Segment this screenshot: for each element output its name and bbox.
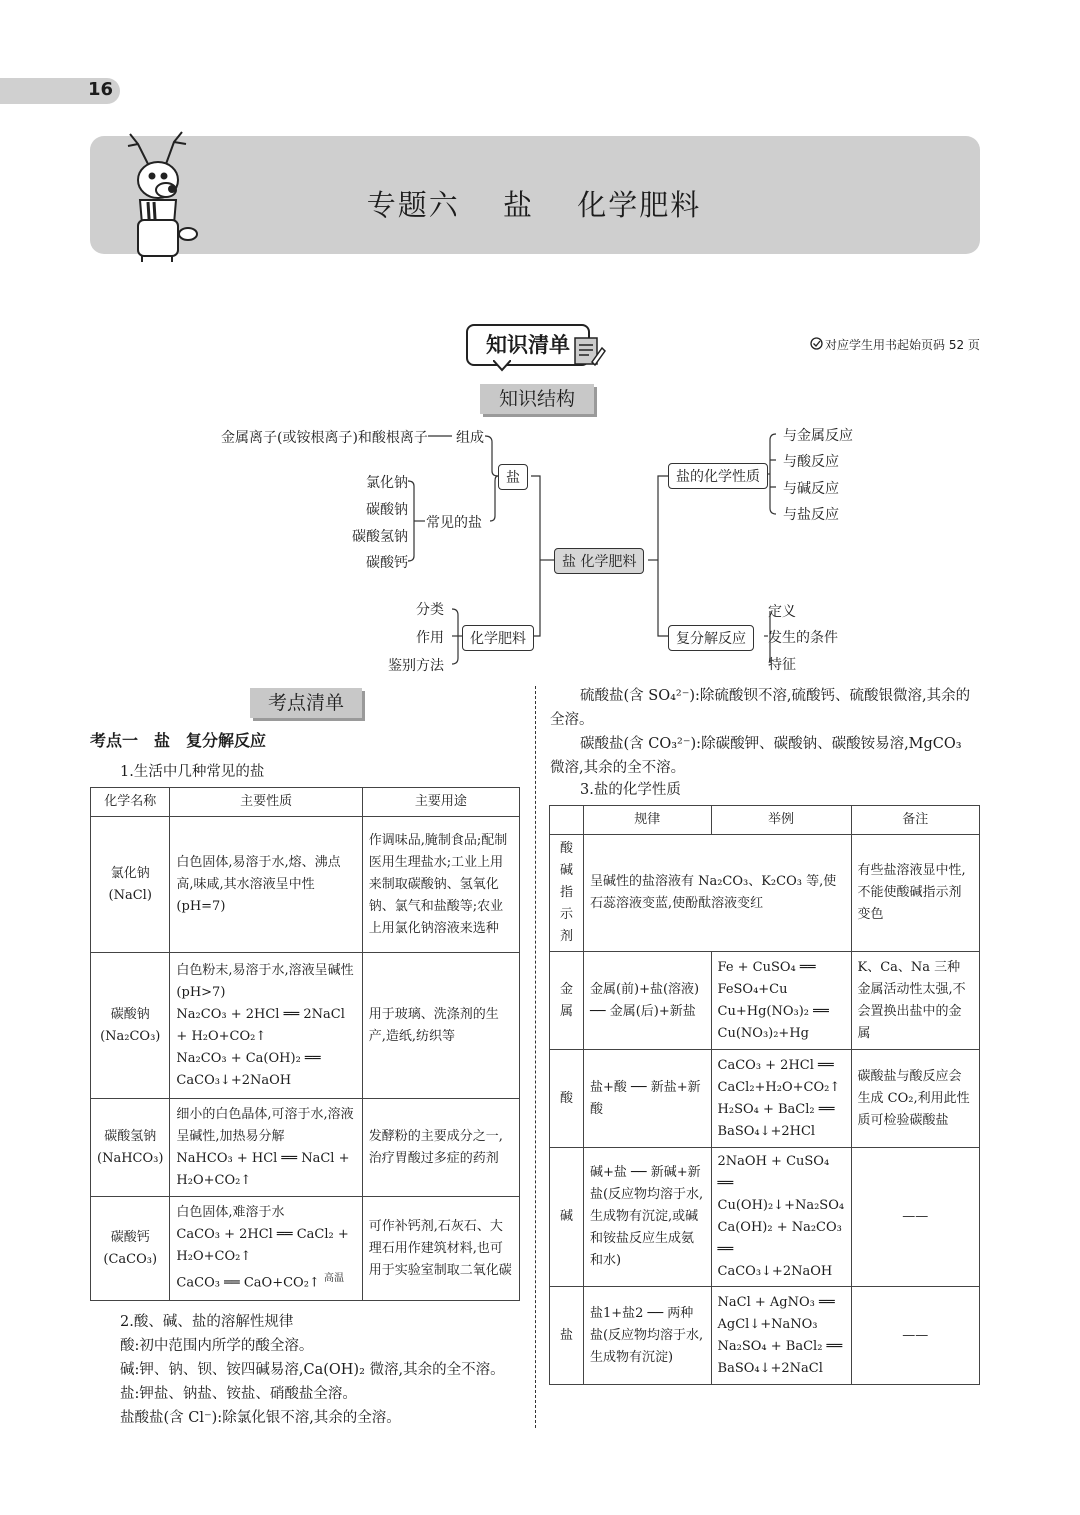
t1-header-name: 化学名称 — [91, 788, 170, 817]
t1-r4-eq2-condition: 高温 — [323, 1273, 344, 1285]
t1-r4-eq1: CaCO₃ + 2HCl ══ CaCl₂ + H₂O+CO₂↑ — [176, 1227, 349, 1265]
common-salts-table — [90, 787, 520, 1301]
carbonate-rule: 碳酸盐(含 CO₃²⁻):除碳酸钾、碳酸钠、碳酸铵易溶,MgCO₃ 微溶,其余的全不溶。 — [550, 736, 962, 776]
mindmap-dd-2: 发生的条件 — [768, 630, 838, 646]
t2-r2-ex1: Fe + CuSO₄ ══ FeSO₄+Cu — [717, 959, 816, 997]
t1-r4-eq2-line — [176, 1268, 355, 1294]
t2-r2-rule: 金属(前)+盐(溶液) ── 金属(后)+新盐 — [583, 952, 711, 1050]
t2-r1-type: 酸碱指示剂 — [550, 835, 584, 952]
t2-r5-examples — [711, 1287, 851, 1385]
chapter-topic-2: 化学肥料 — [577, 188, 702, 222]
mindmap-common-salt-2: 碳酸钠 — [366, 502, 408, 518]
column-divider — [535, 686, 536, 1428]
t1-header-uses: 主要用途 — [362, 788, 519, 817]
t1-r2-name: 碳酸钠(Na₂CO₃) — [91, 953, 170, 1099]
t2-r4-ex2: Ca(OH)₂ + Na₂CO₃ ══ CaCO₃↓+2NaOH — [717, 1220, 842, 1279]
table-row — [91, 953, 520, 1099]
t2-r2-examples — [711, 952, 851, 1050]
mindmap-node-fertilizer: 化学肥料 — [462, 625, 534, 651]
mindmap-composition-source: 金属离子(或铵根离子)和酸根离子 — [221, 430, 428, 446]
table-row — [91, 1197, 520, 1301]
mindmap-node-salt: 盐 — [498, 464, 528, 490]
solubility-chloride: 盐酸盐(含 Cl⁻):除氯化银不溶,其余的全溶。 — [120, 1410, 401, 1426]
t1-r3-name: 碳酸氢钠(NaHCO₃) — [91, 1099, 170, 1197]
t2-r3-note: 碳酸盐与酸反应会生成 CO₂,利用此性质可检验碳酸盐 — [851, 1050, 980, 1148]
salt-chem-props-table — [549, 805, 980, 1385]
knowledge-list-badge: 知识清单 — [466, 324, 590, 366]
t1-r4-eq2: CaCO₃ ══ CaO+CO₂↑ — [176, 1275, 320, 1291]
t2-r2-ex2: Cu+Hg(NO₃)₂ ══ Cu(NO₃)₂+Hg — [717, 1003, 829, 1041]
t1-r1-name: 氯化钠(NaCl) — [91, 817, 170, 953]
t1-r3-props-cell — [170, 1099, 362, 1197]
t1-r2-uses: 用于玻璃、洗涤剂的生产,造纸,纺织等 — [362, 953, 519, 1099]
table-row — [550, 835, 980, 952]
t1-r2-props: 白色粉末,易溶于水,溶液呈碱性(pH>7) — [176, 962, 354, 1000]
t2-header-blank — [550, 806, 584, 835]
mindmap-dd-1: 定义 — [768, 604, 796, 620]
t1-r3-uses: 发酵粉的主要成分之一,治疗胃酸过多症的药剂 — [362, 1099, 519, 1197]
mindmap-node-double-decomp: 复分解反应 — [668, 625, 754, 651]
mindmap-common-salt-1: 氯化钠 — [366, 475, 408, 491]
t1-r3-props: 细小的白色晶体,可溶于水,溶液呈碱性,加热易分解 — [176, 1106, 354, 1144]
mindmap-fert-3: 鉴别方法 — [388, 658, 444, 674]
t2-header-note: 备注 — [851, 806, 980, 835]
t2-header-rule: 规律 — [583, 806, 711, 835]
mindmap-common-salts: 常见的盐 — [426, 515, 482, 531]
t2-r5-ex2: Na₂SO₄ + BaCl₂ ══ BaSO₄↓+2NaCl — [717, 1338, 843, 1376]
table-row — [550, 1287, 980, 1385]
t2-r3-ex2: H₂SO₄ + BaCl₂ ══ BaSO₄↓+2HCl — [717, 1101, 835, 1139]
mindmap-center-node: 盐 化学肥料 — [554, 548, 644, 574]
table-row — [550, 952, 980, 1050]
chapter-topic-1: 盐 — [502, 188, 534, 222]
t2-r5-ex1: NaCl + AgNO₃ ══ AgCl↓+NaNO₃ — [717, 1294, 835, 1332]
point1-title: 考点一 盐 复分解反应 — [90, 731, 267, 750]
t2-r3-type: 酸 — [550, 1050, 584, 1148]
mindmap-prop-1: 与金属反应 — [783, 428, 853, 444]
mindmap-composition: 组成 — [456, 430, 484, 446]
t1-r4-props: 白色固体,难溶于水 — [176, 1205, 285, 1221]
sub2-heading: 2.酸、碱、盐的溶解性规律 — [120, 1314, 294, 1330]
t1-r4-name: 碳酸钙(CaCO₃) — [91, 1197, 170, 1301]
chapter-number: 专题六 — [366, 188, 460, 222]
t1-r4-props-cell — [170, 1197, 362, 1301]
t2-r2-type: 金属 — [550, 952, 584, 1050]
table-row — [550, 1148, 980, 1287]
page-number: 16 — [88, 79, 114, 100]
mindmap-common-salt-3: 碳酸氢钠 — [352, 529, 408, 545]
t1-r1-props: 白色固体,易溶于水,熔、沸点高,味咸,其水溶液呈中性(pH=7) — [170, 817, 362, 953]
t2-r5-note: —— — [851, 1287, 980, 1385]
t2-r4-examples — [711, 1148, 851, 1287]
mindmap-node-chem-props: 盐的化学性质 — [668, 463, 768, 489]
t2-r5-rule: 盐1+盐2 ── 两种盐(反应物均溶于水,生成物有沉淀) — [583, 1287, 711, 1385]
mindmap-common-salt-4: 碳酸钙 — [366, 555, 408, 571]
solubility-base: 碱:钾、钠、钡、铵四碱易溶,Ca(OH)₂ 微溶,其余的全不溶。 — [120, 1362, 505, 1378]
sub1-heading: 1.生活中几种常见的盐 — [120, 764, 265, 780]
table-row — [91, 1099, 520, 1197]
mindmap-prop-4: 与盐反应 — [783, 507, 839, 523]
mindmap-fert-1: 分类 — [416, 602, 444, 618]
t1-r2-eq2: Na₂CO₃ + Ca(OH)₂ ══ CaCO₃↓+2NaOH — [176, 1050, 321, 1088]
t2-r3-rule: 盐+酸 ── 新盐+新酸 — [583, 1050, 711, 1148]
t1-header-props: 主要性质 — [170, 788, 362, 817]
table-row — [91, 817, 520, 953]
t2-r1-note: 有些盐溶液显中性,不能使酸碱指示剂变色 — [851, 835, 980, 952]
t2-r1-rule: 呈碱性的盐溶液有 Na₂CO₃、K₂CO₃ 等,使石蕊溶液变蓝,使酚酞溶液变红 — [583, 835, 851, 952]
mindmap-connectors — [0, 0, 1080, 690]
exam-points-badge: 考点清单 — [250, 688, 362, 718]
t2-r3-examples — [711, 1050, 851, 1148]
sulfate-rule: 硫酸盐(含 SO₄²⁻):除硫酸钡不溶,硫酸钙、硫酸银微溶,其余的全溶。 — [550, 688, 971, 728]
mindmap-prop-2: 与酸反应 — [783, 454, 839, 470]
t2-r4-note: —— — [851, 1148, 980, 1287]
solubility-salt: 盐:钾盐、钠盐、铵盐、硝酸盐全溶。 — [120, 1386, 357, 1402]
mindmap-prop-3: 与碱反应 — [783, 481, 839, 497]
t1-r1-uses: 作调味品,腌制食品;配制医用生理盐水;工业上用来制取碳酸钠、氢氧化钠、氯气和盐酸等;农业上用氯化钠溶液来选种 — [362, 817, 519, 953]
mindmap-fert-2: 作用 — [416, 630, 444, 646]
t1-r2-eq1: Na₂CO₃ + 2HCl ══ 2NaCl + H₂O+CO₂↑ — [176, 1006, 345, 1044]
t2-r4-type: 碱 — [550, 1148, 584, 1287]
t2-r3-ex1: CaCO₃ + 2HCl ══ CaCl₂+H₂O+CO₂↑ — [717, 1057, 841, 1095]
t1-r3-eq1: NaHCO₃ + HCl ══ NaCl + H₂O+CO₂↑ — [176, 1150, 350, 1188]
solubility-acid: 酸:初中范围内所学的酸全溶。 — [120, 1338, 314, 1354]
mindmap-dd-3: 特征 — [768, 657, 796, 673]
table-row — [550, 1050, 980, 1148]
knowledge-structure-badge: 知识结构 — [480, 384, 594, 414]
t2-r4-ex1: 2NaOH + CuSO₄ ══ Cu(OH)₂↓+Na₂SO₄ — [717, 1154, 845, 1213]
t2-r4-rule: 碱+盐 ── 新碱+新盐(反应物均溶于水,生成物有沉淀,或碱和铵盐反应生成氨和水) — [583, 1148, 711, 1287]
t1-r4-uses: 可作补钙剂,石灰石、大理石用作建筑材料,也可用于实验室制取二氧化碳 — [362, 1197, 519, 1301]
t1-r2-props-cell — [170, 953, 362, 1099]
t2-r5-type: 盐 — [550, 1287, 584, 1385]
sub3-heading: 3.盐的化学性质 — [580, 782, 681, 798]
t2-r2-note: K、Ca、Na 三种金属活动性太强,不会置换出盐中的金属 — [851, 952, 980, 1050]
t2-header-example: 举例 — [711, 806, 851, 835]
reference-page-note: 对应学生用书起始页码 52 页 — [825, 338, 980, 352]
